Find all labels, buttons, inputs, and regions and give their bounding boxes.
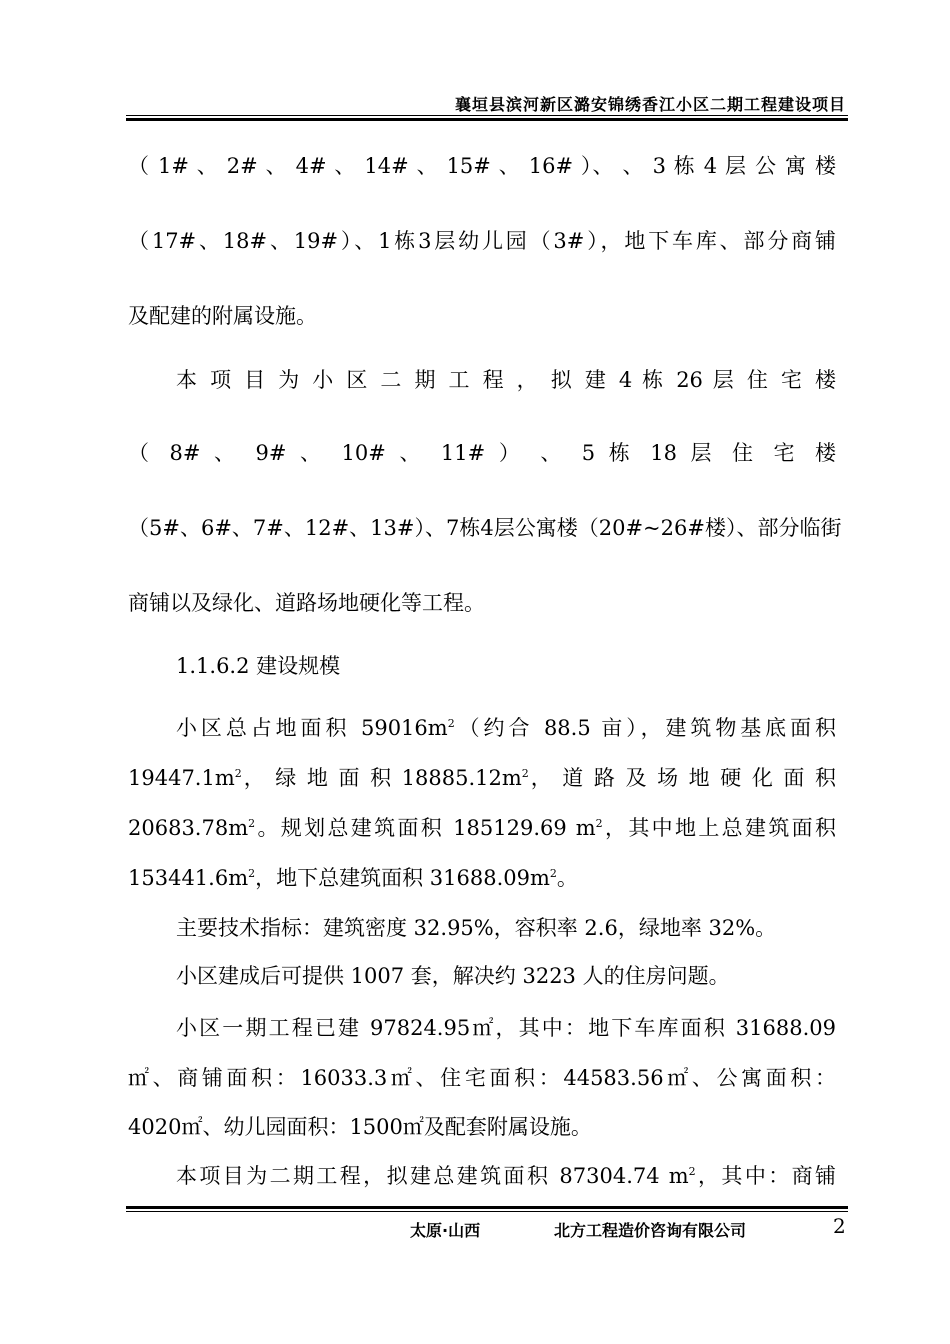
text-segment: 本项目为二期工程，拟建总建筑面积 87304.74 m — [176, 1164, 689, 1188]
paragraph-line-18 — [128, 1161, 836, 1191]
text-segment: ，其中地上总建筑面积 — [602, 816, 837, 840]
header-rule-thick — [126, 118, 848, 121]
paragraph-line-14: 小区建成后可提供 1007 套，解决约 3223 人的住房问题。 — [176, 964, 730, 988]
paragraph-line-15: 小区一期工程已建 97824.95㎡，其中：地下车库面积 31688.09 — [176, 1016, 836, 1040]
footer-rule-thick — [126, 1206, 848, 1209]
superscript: 2 — [447, 717, 455, 730]
superscript: 2 — [248, 867, 256, 880]
header-title: 襄垣县滨河新区潞安锦绣香江小区二期工程建设项目 — [454, 95, 846, 114]
paragraph-line-5: （ 8# 、 9# 、 10# 、 11# ） 、 5 栋 18 层 住 宅 楼 — [128, 441, 836, 465]
superscript: 2 — [688, 1165, 696, 1178]
footer-location: 太原·山西 — [410, 1221, 481, 1240]
paragraph-line-13: 主要技术指标：建筑密度 32.95%，容积率 2.6，绿地率 32%。 — [176, 916, 777, 940]
footer-company: 北方工程造价咨询有限公司 — [554, 1221, 747, 1240]
paragraph-line-7: 商铺以及绿化、道路场地硬化等工程。 — [128, 591, 485, 615]
header-rule-thin — [126, 115, 848, 116]
paragraph-line-2: （17#、18#、19#）、1栋3层幼儿园（3#），地下车库、部分商铺 — [128, 229, 836, 253]
paragraph-line-6: （5#、6#、7#、12#、13#）、7栋4层公寓楼（20#~26#楼）、部分临街 — [128, 516, 842, 540]
text-segment: ， 道 路 及 场 地 硬 化 面 积 — [528, 766, 836, 790]
text-segment: 小区总占地面积 59016m — [176, 716, 448, 740]
text-segment: ， 绿 地 面 积 18885.12m — [241, 766, 522, 790]
text-segment: ，地下总建筑面积 31688.09m — [255, 866, 550, 890]
paragraph-line-3: 及配建的附属设施。 — [128, 304, 317, 328]
superscript: 2 — [234, 767, 242, 780]
paragraph-line-16: ㎡、商铺面积：16033.3㎡、住宅面积：44583.56㎡、公寓面积： — [128, 1066, 836, 1090]
text-segment: 153441.6m — [128, 866, 249, 890]
superscript: 2 — [248, 817, 256, 830]
paragraph-line-9 — [128, 713, 836, 743]
paragraph-line-1: （ 1# 、 2# 、 4# 、 14# 、 15# 、 16# ）、 、 3 栋 4 层 公 寓 楼 — [128, 154, 836, 178]
paragraph-line-10 — [128, 763, 836, 793]
superscript: 2 — [549, 867, 557, 880]
section-heading: 1.1.6.2 建设规模 — [176, 654, 341, 678]
text-segment: 。 — [556, 866, 578, 890]
paragraph-line-4: 本 项 目 为 小 区 二 期 工 程 ， 拟 建 4 栋 26 层 住 宅 楼 — [176, 368, 836, 392]
paragraph-line-17: 4020㎡、幼儿园面积：1500㎡及配套附属设施。 — [128, 1115, 592, 1139]
text-segment: ，其中：商铺 — [695, 1164, 837, 1188]
text-segment: 19447.1m — [128, 766, 235, 790]
text-segment: （约合 88.5 亩），建筑物基底面积 — [454, 716, 836, 740]
footer-rule-thin — [126, 1211, 848, 1212]
text-segment: 。规划总建筑面积 185129.69 m — [255, 816, 596, 840]
superscript: 2 — [595, 817, 603, 830]
text-segment: 20683.78m — [128, 816, 249, 840]
page-number: 2 — [833, 1214, 846, 1238]
paragraph-line-12 — [128, 863, 836, 893]
superscript: 2 — [521, 767, 529, 780]
paragraph-line-11 — [128, 813, 836, 843]
